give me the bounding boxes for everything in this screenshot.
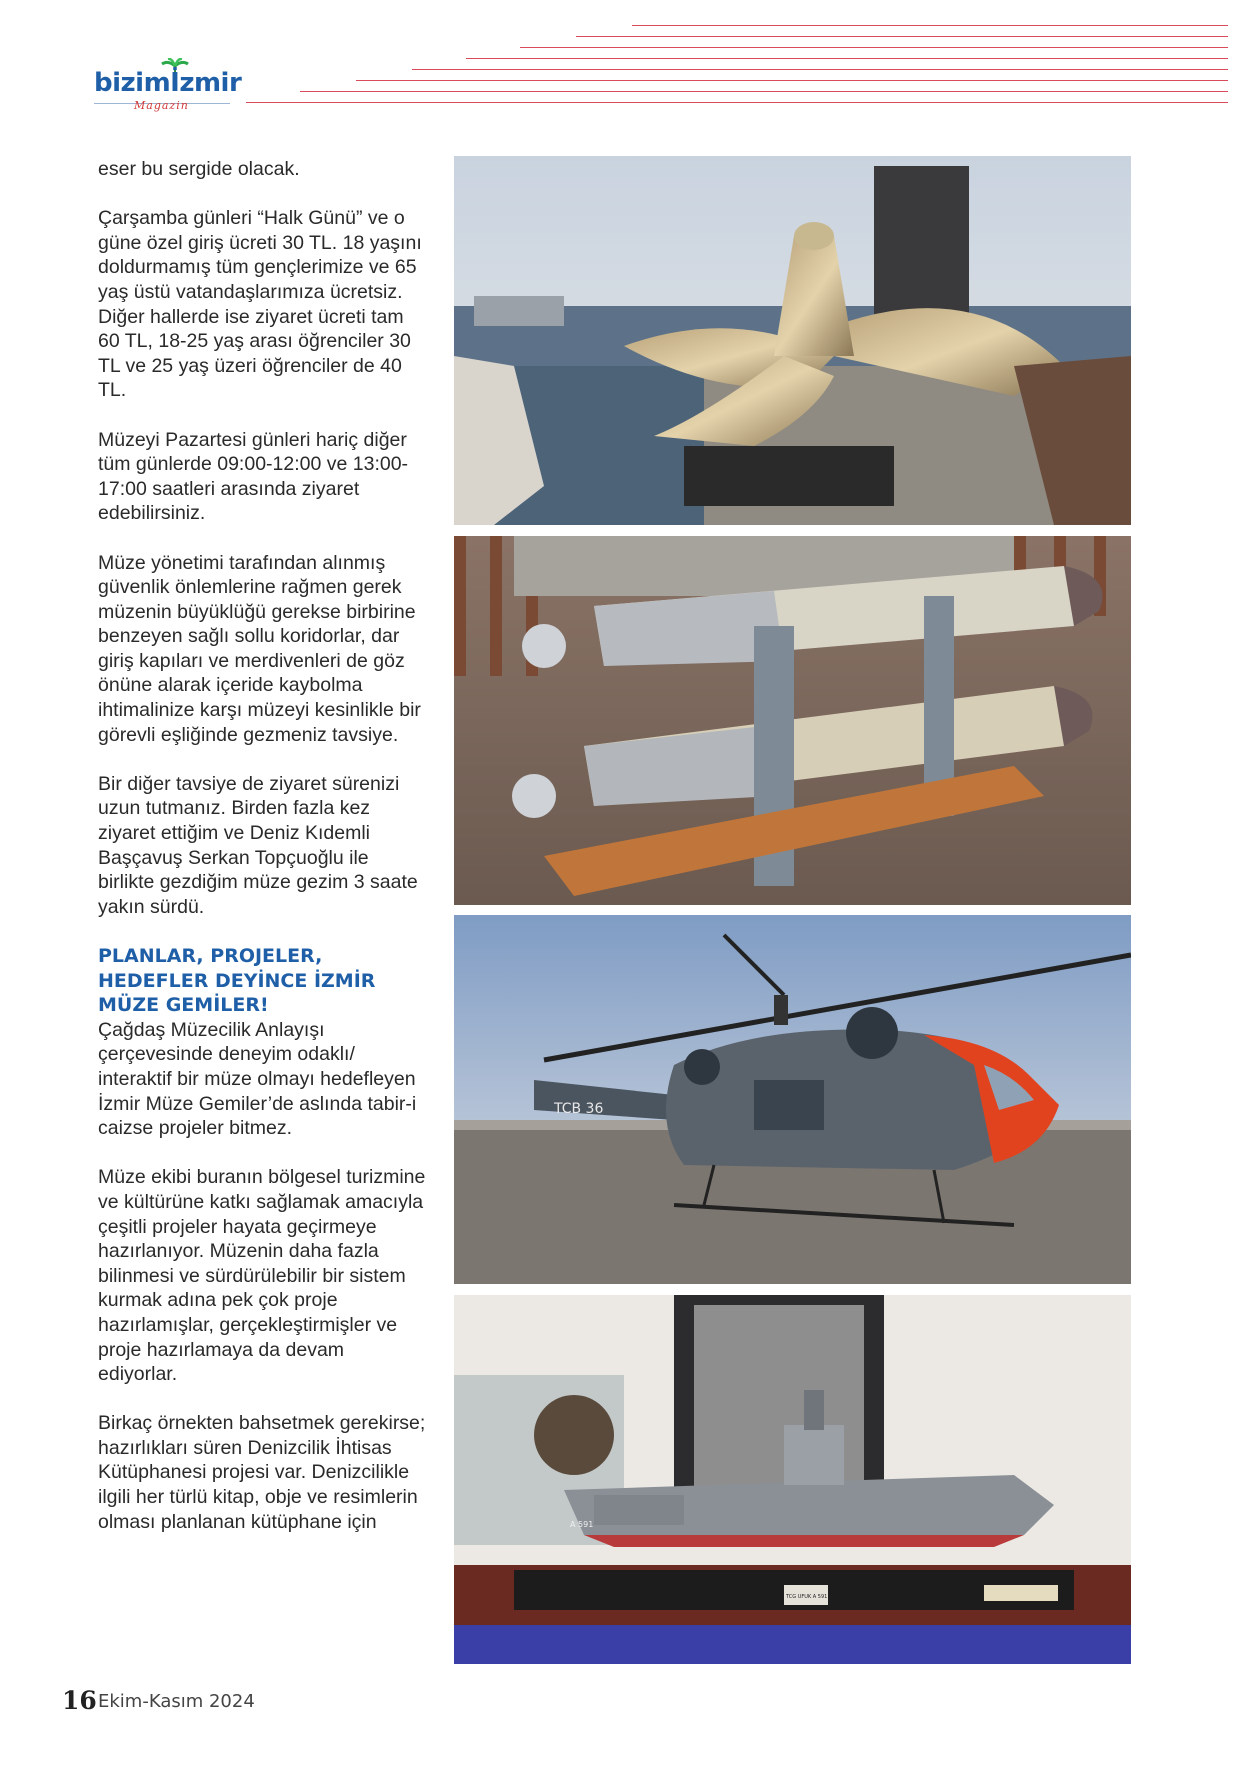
page-number: 16 bbox=[62, 1686, 97, 1715]
logo-text: bizimİzmir bbox=[94, 68, 242, 98]
photo-helicopter bbox=[454, 915, 1131, 1284]
paragraph-2: Çarşamba günleri “Halk Günü” ve o güne özel giriş ücreti 30 TL. 18 yaşını doldurmamış tüm gençlerimize ve 65 yaş üstü vatandaşlarımıza ücretsiz. Diğer hallerde ise ziyaret ücreti tam 60 TL, 18-25 yaş arası öğrenciler 30 TL ve 25 yaş üzeri öğrenciler de 40 TL. bbox=[98, 207, 422, 402]
ship-plaque: TCG UFUK A 591 bbox=[786, 1594, 828, 1600]
helicopter-marking: TCB 36 bbox=[554, 1101, 604, 1117]
paragraph-8: Birkaç örnekten bahsetmek gerekirse; hazırlıkları süren Denizcilik İhtisas Kütüphanesi projesi var. Denizcilikle ilgili her türlü kitap, obje ve resimlerin olması planlanan kütüphane için bbox=[98, 1412, 426, 1533]
paragraph-3: Müzeyi Pazartesi günleri hariç diğer tüm günlerde 09:00-12:00 ve 13:00-17:00 saatleri arasında ziyaret edebilirsiniz. bbox=[98, 428, 409, 525]
section-heading: PLANLAR, PROJELER, HEDEFLER DEYİNCE İZMİR MÜZE GEMİLER! bbox=[98, 945, 376, 1017]
paragraph-5: Bir diğer tavsiye de ziyaret sürenizi uzun tutmanız. Birden fazla kez ziyaret ettiğim ve Deniz Kıdemli Başçavuş Serkan Topçuoğlu ile birlikte gezdiğim müze gezim 3 saate yakın sürdü. bbox=[98, 772, 418, 918]
photo-torpedoes bbox=[454, 536, 1131, 905]
photo-propeller bbox=[454, 156, 1131, 525]
article-text bbox=[98, 157, 428, 1559]
paragraph-1: eser bu sergide olacak. bbox=[98, 158, 300, 180]
paragraph-4: Müze yönetimi tarafından alınmış güvenlik önlemlerine rağmen gerek müzenin büyüklüğü gerekse birbirine benzeyen sağlı sollu koridorlar, dar giriş kapıları ve merdivenleri de göz önüne alarak içeride kaybolma ihtimalinize karşı müzeyi kesinlikle bir görevli eşliğinde gezmeniz tavsiye. bbox=[98, 551, 421, 746]
photo-ship-model bbox=[454, 1295, 1131, 1664]
issue-date: Ekim-Kasım 2024 bbox=[98, 1691, 255, 1712]
magazine-logo bbox=[94, 62, 244, 112]
logo-subtitle: Magazin bbox=[134, 99, 189, 112]
paragraph-6: Çağdaş Müzecilik Anlayışı çerçevesinde deneyim odaklı/ interaktif bir müze olmayı hedefleyen İzmir Müze Gemiler’de aslında tabir-i caizse projeler bitmez. bbox=[98, 1018, 417, 1140]
paragraph-7: Müze ekibi buranın bölgesel turizmine ve kültürüne katkı sağlamak amacıyla çeşitli projeler hayata geçirmeye hazırlanıyor. Müzenin daha fazla bilinmesi ve sürdürülebilir bir sistem kurmak adına pek çok proje hazırlamışlar, gerçekleştirmişler ve proje hazırlamaya da devam ediyorlar. bbox=[98, 1166, 426, 1386]
ship-hull-marking: A 591 bbox=[570, 1520, 594, 1529]
